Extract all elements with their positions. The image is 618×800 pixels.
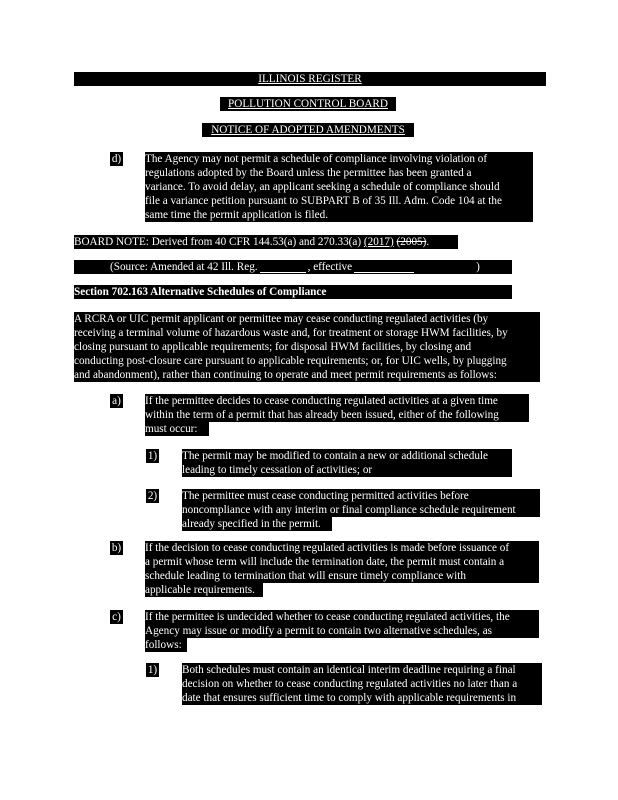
para-d-label: d) xyxy=(111,153,122,165)
register-title: ILLINOIS REGISTER xyxy=(258,73,362,85)
para-d-line-3: variance. To avoid delay, an applicant seeking a schedule of compliance should xyxy=(145,180,533,194)
register-header xyxy=(74,72,546,86)
para-d-line-5: same time the permit application is filed. xyxy=(145,208,533,222)
intro-line-4: conducting post-closure care pursuant to applicable requirements; or, for UIC wells, by plugging xyxy=(74,354,540,368)
source-prefix: (Source: Amended at 42 Ill. Reg. xyxy=(110,261,258,273)
para-a1-line-2: leading to timely cessation of activities; or xyxy=(182,463,512,477)
para-a2-line-2: noncompliance with any interim or final compliance schedule requirement xyxy=(182,503,540,517)
source-register-blank xyxy=(260,262,306,273)
para-d-line-4: file a variance petition pursuant to SUBPART B of 35 Ill. Adm. Code 104 at the xyxy=(145,194,533,208)
para-c1-label: 1) xyxy=(147,664,158,676)
source-line xyxy=(74,260,512,274)
intro-line-5: and abandonment), rather than continuing to operate and meet permit requirements as follows: xyxy=(74,368,540,382)
para-c-line-1: If the permittee is undecided whether to cease conducting regulated activities, the xyxy=(145,610,539,624)
intro-line-3: closing pursuant to applicable requirements; for disposal HWM facilities, by closing and xyxy=(74,340,540,354)
para-a-line-3: must occur: xyxy=(145,422,209,436)
notice-title: NOTICE OF ADOPTED AMENDMENTS xyxy=(211,124,405,136)
source-suffix: ) xyxy=(476,261,480,273)
para-d-line-1: The Agency may not permit a schedule of compliance involving violation of xyxy=(145,152,533,166)
board-note-removed: (2005) xyxy=(396,236,427,248)
source-middle: , effective xyxy=(307,261,353,273)
para-a-line-2: within the term of a permit that has already been issued, either of the following xyxy=(145,408,529,422)
para-c-label: c) xyxy=(110,610,123,624)
notice-header xyxy=(202,123,414,137)
para-d-line-2: regulations adopted by the Board unless the permittee has been granted a xyxy=(145,166,533,180)
para-a1-label: 1) xyxy=(147,450,158,462)
para-a-label: a) xyxy=(110,394,123,408)
para-b-line-2: a permit whose term will include the termination date, the permit must contain a xyxy=(145,555,539,569)
board-note-added: (2017) xyxy=(363,236,394,248)
agency-header xyxy=(220,97,396,111)
para-c1-line-1: Both schedules must contain an identical interim deadline requiring a final xyxy=(182,663,542,677)
para-b-line-3: schedule leading to termination that will ensure timely compliance with xyxy=(145,569,539,583)
section-heading: Section 702.163 Alternative Schedules of Compliance xyxy=(74,285,512,299)
para-c1-line-2: decision on whether to cease conducting regulated activities no later than a xyxy=(182,677,542,691)
board-note-text: BOARD NOTE: Derived from 40 CFR 144.53(a) and 270.33(a) xyxy=(74,236,364,248)
para-b-line-4: applicable requirements. xyxy=(145,583,263,597)
para-c-line-2: Agency may issue or modify a permit to contain two alternative schedules, as xyxy=(145,624,539,638)
para-a1-line-1: The permit may be modified to contain a new or additional schedule xyxy=(182,449,512,463)
board-note-end: . xyxy=(426,236,430,248)
para-a2-line-3: already specified in the permit. xyxy=(182,517,332,531)
intro-line-1: A RCRA or UIC permit applicant or permittee may cease conducting regulated activities (by xyxy=(74,312,540,326)
para-a-line-1: If the permittee decides to cease conducting regulated activities at a given time xyxy=(145,394,529,408)
para-a2-label: 2) xyxy=(147,490,158,502)
para-a2-line-1: The permittee must cease conducting permitted activities before xyxy=(182,489,540,503)
para-c-line-3: follows: xyxy=(145,638,187,652)
board-note xyxy=(74,235,458,249)
agency-title: POLLUTION CONTROL BOARD xyxy=(228,98,388,110)
source-effective-blank xyxy=(354,262,414,273)
para-b-label: b) xyxy=(111,542,122,554)
intro-line-2: receiving a terminal volume of hazardous waste and, for treatment or storage HWM facilities, by xyxy=(74,326,540,340)
para-c1-line-3: date that ensures sufficient time to comply with applicable requirements in xyxy=(182,691,542,705)
para-b-line-1: If the decision to cease conducting regulated activities is made before issuance of xyxy=(145,541,539,555)
